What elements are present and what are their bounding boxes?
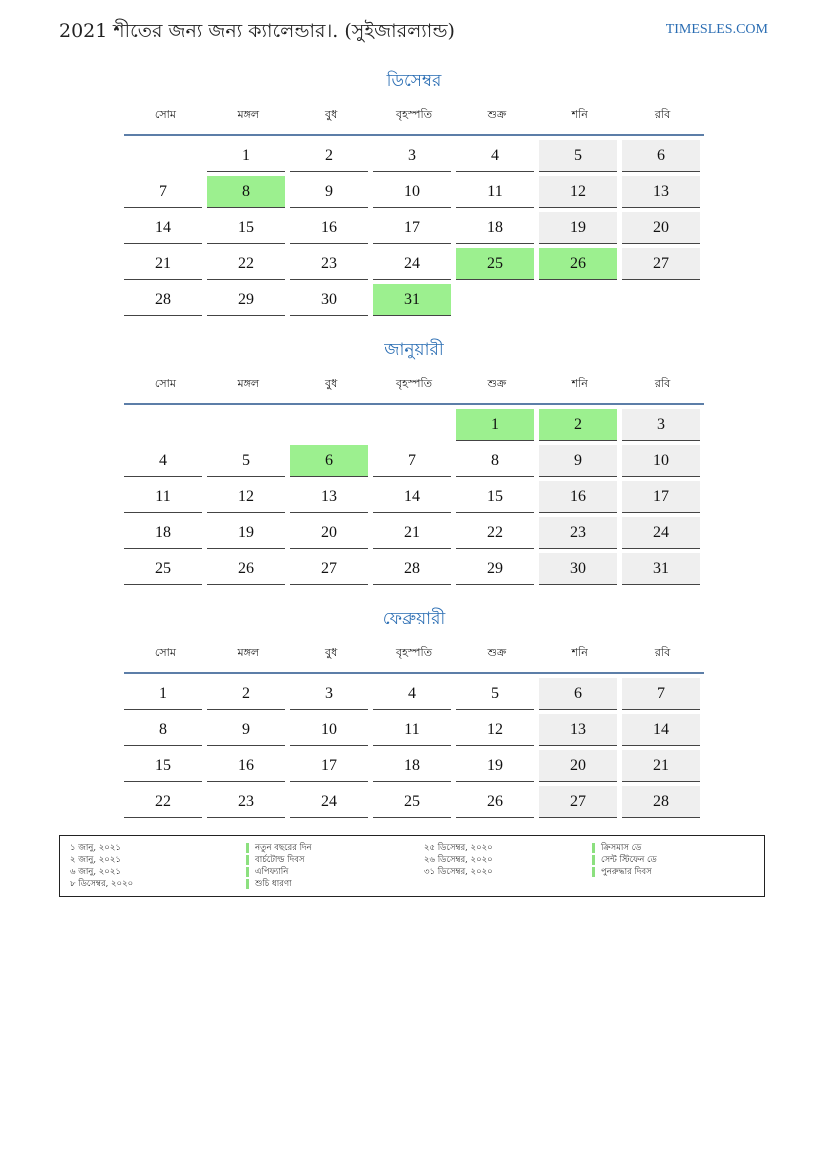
legend-date [70,866,133,878]
day-cell: 22 [207,248,285,280]
legend-dates-col1 [70,842,133,890]
legend-text: ২৬ ডিসেম্বর, ২০২০ [424,855,493,865]
day-cell: 11 [373,714,451,746]
legend-text: শুচি ধারণা [255,879,292,889]
day-cell: 24 [373,248,451,280]
legend-text: ৬ জানু, ২০২১ [70,867,121,877]
day-cell: 5 [456,678,534,710]
day-cell: 3 [622,409,700,441]
day-cell: 5 [539,140,617,172]
day-cell: 30 [290,284,368,316]
day-cell: 8 [456,445,534,477]
legend-text: ১ জানু, ২০২১ [70,843,121,853]
day-cell: 27 [539,786,617,818]
month-january [124,337,704,585]
day-cell: 12 [539,176,617,208]
page-title: 2021 শীতের জন্য জন্য ক্যালেন্ডার।. (সুইজারল্যান্ড) [59,20,455,42]
day-cell: 2 [207,678,285,710]
weekday-label: বৃহস্পতি [396,108,432,121]
day-cell: 21 [622,750,700,782]
empty-cell [124,409,202,440]
day-cell: 28 [124,284,202,316]
day-cell: 26 [207,553,285,585]
month-title: জানুয়ারী [384,340,444,360]
weekday-header [124,104,704,126]
weekday-label: বুধ [324,108,338,121]
day-cell: 4 [456,140,534,172]
empty-cell [124,140,202,171]
day-cell: 26 [456,786,534,818]
legend-marker [246,855,249,865]
weekday-label: শনি [571,646,588,659]
weekday-label: সোম [154,377,176,390]
legend-text: বার্চটোল্ড দিবস [255,855,305,865]
weekday-label: বৃহস্পতি [396,377,432,390]
day-cell: 20 [290,517,368,549]
legend-text: সেন্ট স্টিফেন ডে [601,855,657,865]
weekday-label: মঙ্গল [237,377,260,390]
month-february [124,606,704,818]
day-cell: 22 [124,786,202,818]
weekday-label: শনি [571,377,588,390]
day-cell: 17 [373,212,451,244]
weekday-header [124,373,704,395]
day-cell: 31 [622,553,700,585]
day-cell: 16 [290,212,368,244]
legend-dates-col2 [424,842,493,878]
holiday-day-cell: 26 [539,248,617,280]
legend-text: ২ জানু, ২০২১ [70,855,121,865]
day-cell: 9 [207,714,285,746]
holiday-day-cell: 6 [290,445,368,477]
day-cell: 15 [124,750,202,782]
day-cell: 14 [373,481,451,513]
legend-text: ৩১ ডিসেম্বর, ২০২০ [424,867,493,877]
day-grid [124,409,704,585]
day-cell: 6 [622,140,700,172]
day-cell: 3 [290,678,368,710]
day-cell: 11 [124,481,202,513]
day-cell: 21 [373,517,451,549]
day-cell: 29 [207,284,285,316]
legend-text: ক্রিসমাস ডে [601,843,642,853]
legend-marker [246,879,249,889]
weekday-label: রবি [654,377,671,390]
header-divider [124,134,704,136]
day-cell: 1 [207,140,285,172]
legend-marker [592,843,595,853]
month-december [124,68,704,316]
day-grid [124,678,704,818]
day-cell: 12 [207,481,285,513]
holiday-day-cell: 31 [373,284,451,316]
legend-date [70,878,133,890]
weekday-label: শুক্র [487,646,507,659]
day-cell: 1 [124,678,202,710]
legend-date [70,854,133,866]
legend-holiday-name [246,854,312,866]
day-cell: 16 [539,481,617,513]
holiday-day-cell: 2 [539,409,617,441]
legend-holiday-name [246,842,312,854]
day-cell: 30 [539,553,617,585]
legend-holiday-name [246,866,312,878]
month-title: ফেব্রুয়ারী [382,609,446,629]
day-cell: 8 [124,714,202,746]
legend-text: পুনরুদ্ধার দিবস [601,867,652,877]
empty-cell [207,409,285,440]
weekday-label: রবি [654,646,671,659]
day-cell: 25 [124,553,202,585]
day-cell: 6 [539,678,617,710]
day-cell: 25 [373,786,451,818]
holiday-legend [59,835,765,897]
legend-date [424,866,493,878]
weekday-label: মঙ্গল [237,108,260,121]
day-cell: 28 [373,553,451,585]
day-cell: 12 [456,714,534,746]
day-cell: 22 [456,517,534,549]
day-cell: 9 [539,445,617,477]
day-cell: 14 [622,714,700,746]
legend-text: এপিফ্যানি [255,867,289,877]
holiday-day-cell: 1 [456,409,534,441]
holiday-day-cell: 8 [207,176,285,208]
day-cell: 21 [124,248,202,280]
holiday-day-cell: 25 [456,248,534,280]
legend-names-col2 [592,842,657,878]
day-cell: 10 [290,714,368,746]
weekday-label: মঙ্গল [237,646,260,659]
day-cell: 20 [622,212,700,244]
day-cell: 28 [622,786,700,818]
legend-marker [592,867,595,877]
day-cell: 29 [456,553,534,585]
day-cell: 15 [456,481,534,513]
day-cell: 24 [622,517,700,549]
day-cell: 9 [290,176,368,208]
day-cell: 23 [539,517,617,549]
weekday-label: শনি [571,108,588,121]
day-cell: 13 [290,481,368,513]
day-cell: 4 [373,678,451,710]
day-cell: 18 [456,212,534,244]
month-title: ডিসেম্বর [386,71,442,91]
day-cell: 11 [456,176,534,208]
day-cell: 13 [622,176,700,208]
legend-text: নতুন বছরের দিন [255,843,312,853]
day-cell: 17 [622,481,700,513]
header-divider [124,672,704,674]
weekday-label: সোম [154,108,176,121]
weekday-label: সোম [154,646,176,659]
weekday-label: বুধ [324,377,338,390]
day-cell: 18 [373,750,451,782]
day-cell: 10 [622,445,700,477]
legend-holiday-name [246,878,312,890]
day-cell: 7 [124,176,202,208]
day-cell: 10 [373,176,451,208]
legend-text: ৮ ডিসেম্বর, ২০২০ [70,879,134,889]
empty-cell [373,409,451,440]
day-cell: 14 [124,212,202,244]
legend-names-col1 [246,842,312,890]
day-cell: 19 [539,212,617,244]
day-cell: 17 [290,750,368,782]
day-cell: 7 [622,678,700,710]
legend-holiday-name [592,854,657,866]
day-cell: 23 [207,786,285,818]
day-cell: 23 [290,248,368,280]
legend-text: ২৫ ডিসেম্বর, ২০২০ [424,843,493,853]
day-cell: 7 [373,445,451,477]
weekday-label: শুক্র [487,377,507,390]
day-cell: 19 [207,517,285,549]
site-link[interactable]: TIMESLES.COM [665,22,768,37]
legend-marker [246,867,249,877]
day-cell: 5 [207,445,285,477]
legend-date [70,842,133,854]
day-cell: 3 [373,140,451,172]
day-cell: 18 [124,517,202,549]
day-cell: 2 [290,140,368,172]
day-cell: 13 [539,714,617,746]
day-cell: 27 [622,248,700,280]
weekday-label: শুক্র [487,108,507,121]
weekday-label: বৃহস্পতি [396,646,432,659]
day-cell: 19 [456,750,534,782]
legend-holiday-name [592,866,657,878]
legend-holiday-name [592,842,657,854]
day-cell: 24 [290,786,368,818]
legend-date [424,854,493,866]
weekday-label: বুধ [324,646,338,659]
empty-cell [290,409,368,440]
legend-date [424,842,493,854]
day-cell: 4 [124,445,202,477]
day-grid [124,140,704,316]
legend-marker [246,843,249,853]
header-divider [124,403,704,405]
day-cell: 20 [539,750,617,782]
day-cell: 27 [290,553,368,585]
legend-marker [592,855,595,865]
day-cell: 15 [207,212,285,244]
weekday-header [124,642,704,664]
weekday-label: রবি [654,108,671,121]
day-cell: 16 [207,750,285,782]
